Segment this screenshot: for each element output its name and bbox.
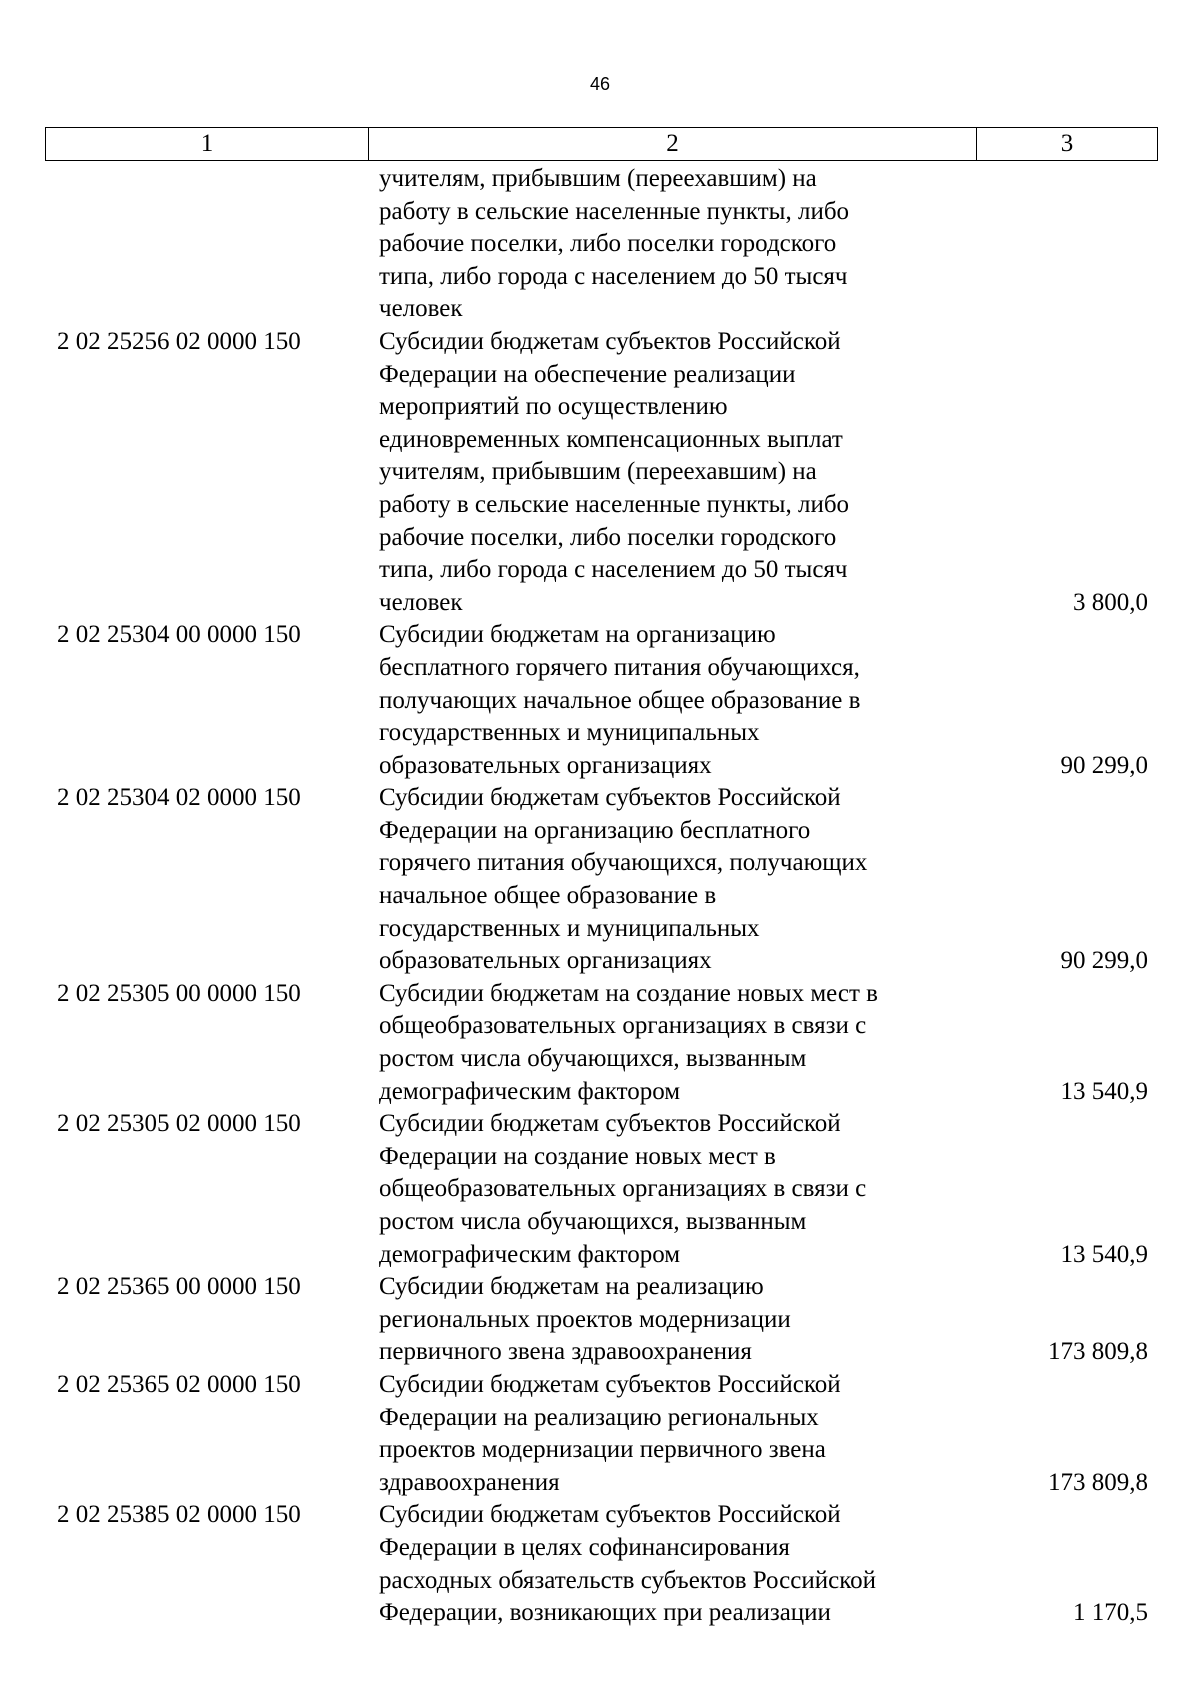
budget-description: Субсидии бюджетам на реализацию региональных проектов модернизации первичного звена здравоохранения bbox=[379, 1273, 791, 1366]
budget-amount: 1 170,5 bbox=[1073, 1599, 1148, 1627]
budget-amount: 13 540,9 bbox=[1060, 1077, 1148, 1105]
budget-code: 2 02 25304 00 0000 150 bbox=[57, 621, 301, 649]
table-row bbox=[45, 782, 1158, 978]
budget-code: 2 02 25365 02 0000 150 bbox=[57, 1370, 301, 1398]
column-header-3: 3 bbox=[1060, 130, 1074, 157]
budget-code: 2 02 25385 02 0000 150 bbox=[57, 1501, 301, 1529]
budget-code: 2 02 25305 02 0000 150 bbox=[57, 1110, 301, 1138]
table-row bbox=[45, 1369, 1158, 1499]
budget-code: 2 02 25305 00 0000 150 bbox=[57, 979, 301, 1007]
table-row bbox=[45, 1108, 1158, 1271]
budget-code: 2 02 25256 02 0000 150 bbox=[57, 327, 301, 355]
table-row bbox=[45, 1271, 1158, 1369]
table-row bbox=[45, 619, 1158, 782]
column-header-2: 2 bbox=[369, 128, 977, 160]
budget-description: Субсидии бюджетам на создание новых мест в общеобразовательных организациях в связи с ростом числа обучающихся, вызванным демографическим фактором bbox=[379, 979, 878, 1105]
budget-code: 2 02 25365 00 0000 150 bbox=[57, 1273, 301, 1301]
budget-amount: 90 299,0 bbox=[1060, 751, 1148, 779]
table-row bbox=[45, 1499, 1158, 1629]
column-header-1: 1 bbox=[46, 128, 369, 160]
page-number: 46 bbox=[589, 74, 611, 94]
budget-amount: 13 540,9 bbox=[1060, 1240, 1148, 1268]
budget-description: Субсидии бюджетам на организацию бесплатного горячего питания обучающихся, получающих начальное общее образование в государственных и муниципальных образовательных организациях bbox=[379, 621, 861, 779]
table-row bbox=[45, 326, 1158, 619]
budget-description: Субсидии бюджетам субъектов Российской Федерации на реализацию региональных проектов модернизации первичного звена здравоохранения bbox=[379, 1370, 841, 1496]
budget-amount: 173 809,8 bbox=[1048, 1338, 1148, 1366]
budget-amount: 90 299,0 bbox=[1060, 947, 1148, 975]
budget-description: Субсидии бюджетам субъектов Российской Федерации на создание новых мест в общеобразовательных организациях в связи с ростом числа обучающихся, вызванным демографическим фактором bbox=[379, 1110, 867, 1268]
table-row bbox=[45, 163, 1158, 326]
table-header-row bbox=[45, 127, 1158, 161]
table-row bbox=[45, 978, 1158, 1108]
budget-code bbox=[45, 163, 368, 326]
budget-amount: 3 800,0 bbox=[1073, 588, 1148, 616]
budget-description: Субсидии бюджетам субъектов Российской Федерации на обеспечение реализации мероприятий по осуществлению единовременных компенсационных выплат учителям, прибывшим (переехавшим) на работу в сельские населенные пункты, либо рабочие поселки, либо поселки городского типа, либо города с населением до 50 тысяч человек bbox=[379, 327, 850, 616]
budget-table-body bbox=[45, 163, 1158, 1630]
budget-amount bbox=[976, 163, 1158, 326]
budget-description: Субсидии бюджетам субъектов Российской Федерации в целях софинансирования расходных обязательств субъектов Российской Федерации, возникающих при реализации bbox=[379, 1501, 876, 1627]
budget-amount: 173 809,8 bbox=[1048, 1468, 1148, 1496]
budget-code: 2 02 25304 02 0000 150 bbox=[57, 784, 301, 812]
budget-description: Субсидии бюджетам субъектов Российской Федерации на организацию бесплатного горячего питания обучающихся, получающих начальное общее образование в государственных и муниципальных образовательных организациях bbox=[379, 784, 868, 975]
budget-description: учителям, прибывшим (переехавшим) на работу в сельские населенные пункты, либо рабочие поселки, либо поселки городского типа, либо города с населением до 50 тысяч человек bbox=[379, 165, 850, 323]
